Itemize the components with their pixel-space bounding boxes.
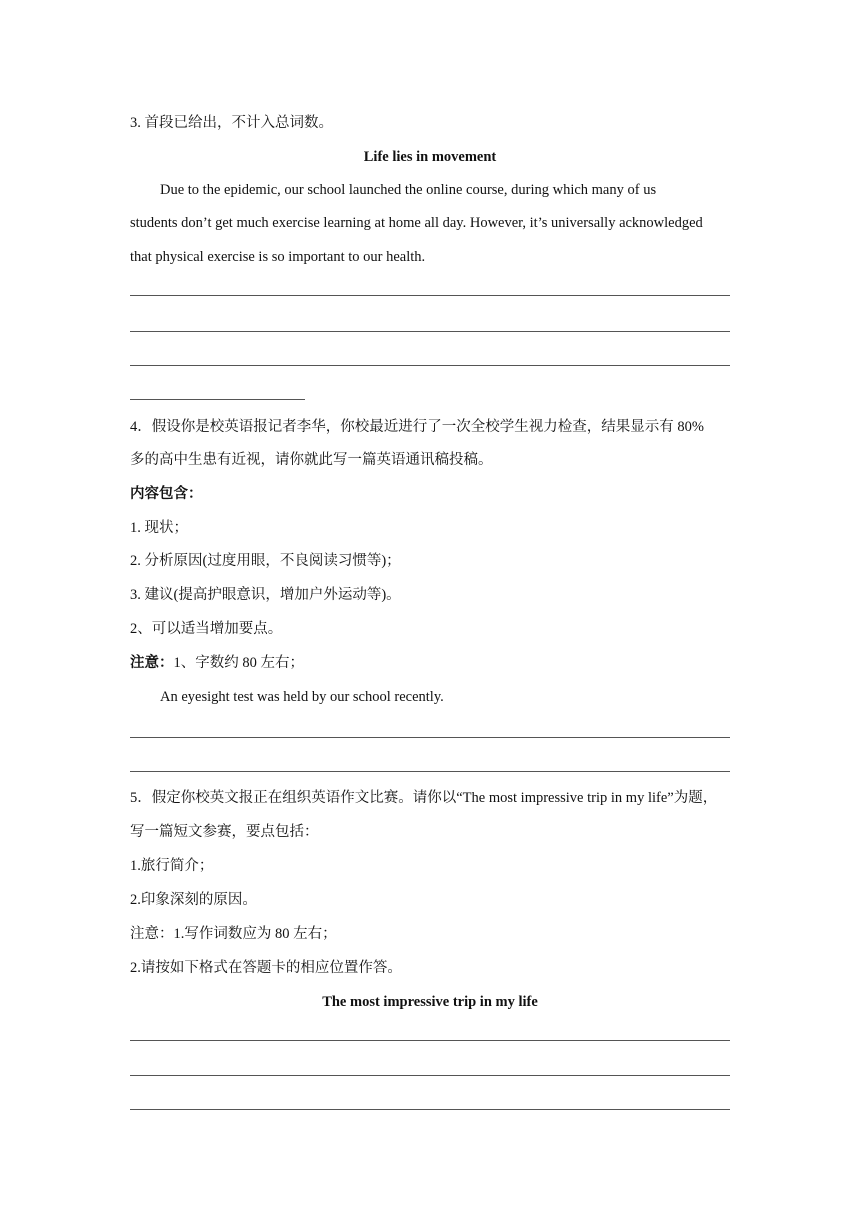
q4-prompt-line: 4．假设你是校英语报记者李华，你校最近进行了一次全校学生视力检查，结果显示有 80% [130,419,704,435]
q4-point: 1. 现状； [130,520,188,536]
answer-line [130,331,730,332]
q4-notice-label: 注意： [130,655,174,671]
q4-opening-sentence: An eyesight test was held by our school recently. [160,689,444,705]
q4-point: 3. 建议(提高护眼意识，增加户外运动等)。 [130,587,401,603]
q5-point: 2.请按如下格式在答题卡的相应位置作答。 [130,960,402,976]
q4-point: 2、可以适当增加要点。 [130,621,283,637]
q5-point: 2.印象深刻的原因。 [130,892,257,908]
answer-line [130,771,730,772]
q5-point: 1.旅行简介； [130,858,214,874]
q4-content-label: 内容包含： [130,486,203,502]
q3-note: 3. 首段已给出，不计入总词数。 [130,115,333,131]
answer-line [130,295,730,296]
answer-line [130,737,730,738]
q5-prompt-line: 写一篇短文参赛，要点包括： [130,824,319,840]
q3-essay-title: Life lies in movement [363,149,497,165]
q4-prompt-line: 多的高中生患有近视，请你就此写一篇英语通讯稿投稿。 [130,452,493,468]
q4-point: 2. 分析原因(过度用眼，不良阅读习惯等)； [130,553,401,569]
q5-point: 注意：1.写作词数应为 80 左右； [130,926,337,942]
q5-prompt-line: 5．假定你校英文报正在组织英语作文比赛。请你以“The most impressive trip in my life”为题， [130,790,718,806]
answer-line [130,1075,730,1076]
answer-line [130,399,305,400]
q4-notice-text: 1、字数约 80 左右； [173,655,304,671]
q3-paragraph-line: that physical exercise is so important to our health. [130,249,426,265]
answer-line [130,1040,730,1041]
answer-line [130,1109,730,1110]
q5-essay-title: The most impressive trip in my life [322,994,538,1010]
q4-notice [130,654,304,672]
q3-paragraph-line: Due to the epidemic, our school launched the online course, during which many of us [160,182,657,198]
answer-line [130,365,730,366]
q3-paragraph-line: students don’t get much exercise learning at home all day. However, it’s universally acknowledged [130,215,703,231]
